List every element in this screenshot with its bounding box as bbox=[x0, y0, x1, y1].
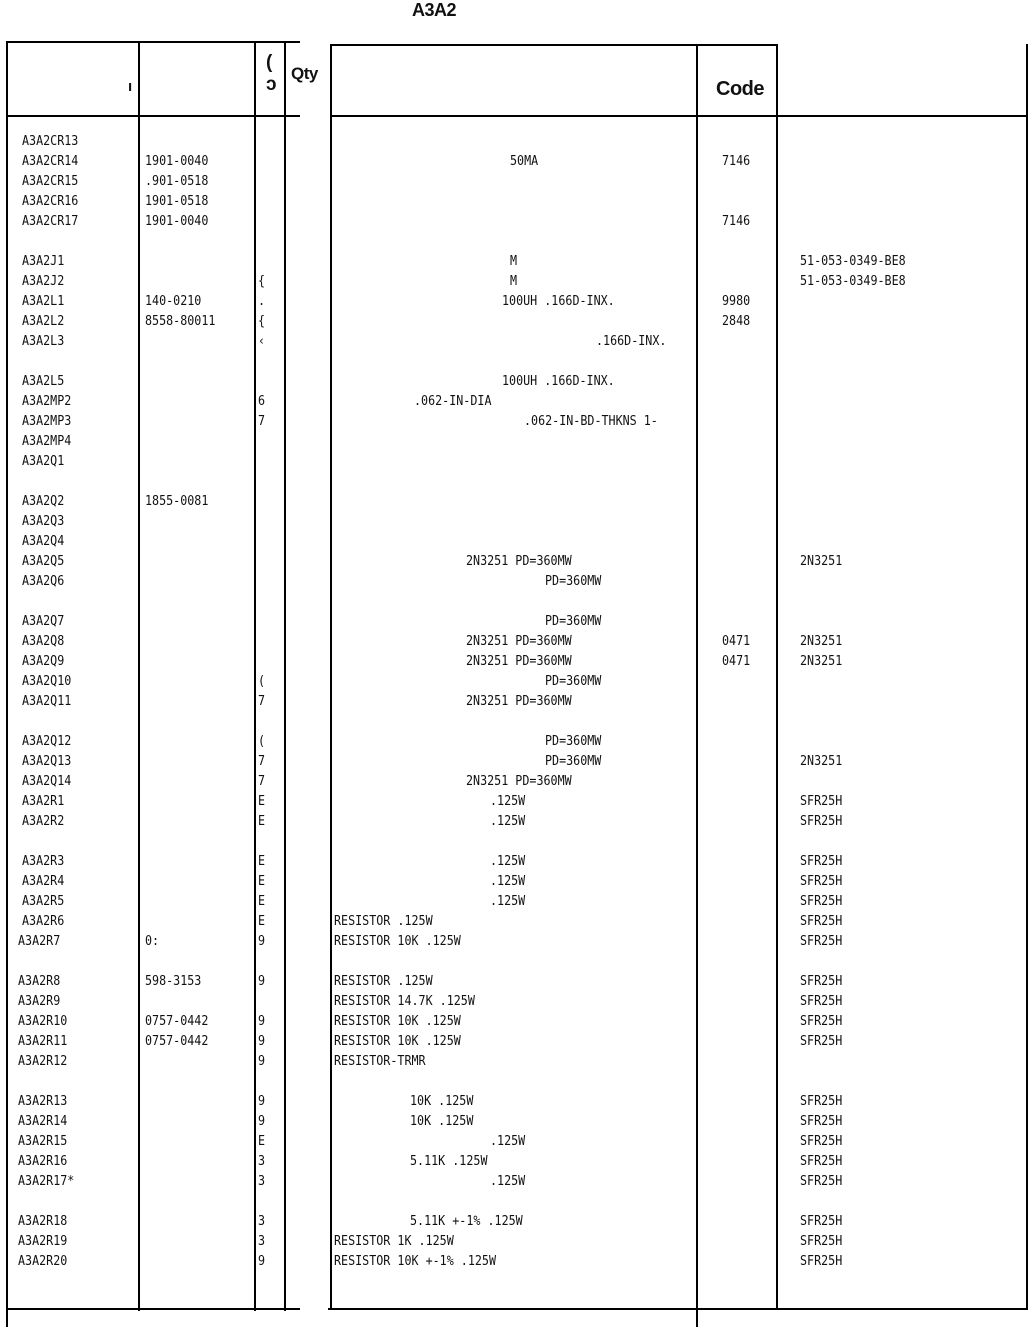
mfr-part-number-cell: SFR25H bbox=[800, 854, 843, 869]
reference-designator-cell: A3A2R9 bbox=[18, 994, 61, 1009]
description-cell: .125W bbox=[490, 874, 526, 889]
check-digit-cell: 7 bbox=[258, 414, 266, 429]
mfr-part-number-cell: SFR25H bbox=[800, 1154, 843, 1169]
check-digit-cell: { bbox=[258, 314, 266, 329]
description-cell: 2N3251 PD=360MW bbox=[466, 634, 572, 649]
reference-designator-cell: A3A2Q14 bbox=[22, 774, 72, 789]
mfr-part-number-cell: SFR25H bbox=[800, 1094, 843, 1109]
description-cell: RESISTOR 10K .125W bbox=[334, 1034, 461, 1049]
description-cell: RESISTOR 10K +-1% .125W bbox=[334, 1254, 497, 1269]
reference-designator-cell: A3A2R2 bbox=[22, 814, 65, 829]
reference-designator-cell: A3A2Q3 bbox=[22, 514, 65, 529]
reference-designator-cell: A3A2R11 bbox=[18, 1034, 68, 1049]
check-digit-cell: 3 bbox=[258, 1234, 266, 1249]
column-rule-3 bbox=[254, 41, 256, 1311]
mfr-code-cell: 7146 bbox=[722, 154, 751, 169]
description-cell: RESISTOR 10K .125W bbox=[334, 1014, 461, 1029]
description-cell: .125W bbox=[490, 814, 526, 829]
part-number-cell: .901-0518 bbox=[145, 174, 209, 189]
check-digit-cell: { bbox=[258, 274, 266, 289]
reference-designator-cell: A3A2CR16 bbox=[22, 194, 79, 209]
check-digit-cell: E bbox=[258, 894, 266, 909]
part-number-cell: 0757-0442 bbox=[145, 1034, 209, 1049]
description-cell: .062-IN-DIA bbox=[414, 394, 492, 409]
reference-designator-cell: A3A2R10 bbox=[18, 1014, 68, 1029]
reference-designator-cell: A3A2Q12 bbox=[22, 734, 72, 749]
header-fragment-c: ( bbox=[266, 52, 272, 73]
mfr-part-number-cell: SFR25H bbox=[800, 914, 843, 929]
reference-designator-cell: A3A2Q10 bbox=[22, 674, 72, 689]
reference-designator-cell: A3A2CR14 bbox=[22, 154, 79, 169]
reference-designator-cell: A3A2MP3 bbox=[22, 414, 72, 429]
check-digit-cell: 3 bbox=[258, 1214, 266, 1229]
check-digit-cell: 9 bbox=[258, 974, 266, 989]
part-number-cell: 1901-0518 bbox=[145, 194, 209, 209]
mfr-part-number-cell: SFR25H bbox=[800, 994, 843, 1009]
description-cell: .125W bbox=[490, 794, 526, 809]
check-digit-cell: 9 bbox=[258, 1114, 266, 1129]
description-cell: 2N3251 PD=360MW bbox=[466, 774, 572, 789]
check-digit-cell: 9 bbox=[258, 1254, 266, 1269]
reference-designator-cell: A3A2R5 bbox=[22, 894, 65, 909]
check-digit-cell: 9 bbox=[258, 1034, 266, 1049]
description-cell: .062-IN-BD-THKNS 1- bbox=[524, 414, 658, 429]
description-cell: RESISTOR-TRMR bbox=[334, 1054, 426, 1069]
reference-designator-cell: A3A2R14 bbox=[18, 1114, 68, 1129]
reference-designator-cell: A3A2R7 bbox=[18, 934, 61, 949]
check-digit-cell: E bbox=[258, 794, 266, 809]
page-title: A3A2 bbox=[412, 0, 457, 20]
header-rule-right bbox=[332, 115, 1028, 117]
reference-designator-cell: A3A2Q2 bbox=[22, 494, 65, 509]
reference-designator-cell: A3A2L3 bbox=[22, 334, 65, 349]
description-cell: PD=360MW bbox=[545, 754, 602, 769]
check-digit-cell: 6 bbox=[258, 394, 266, 409]
mfr-part-number-cell: 51-053-0349-BE8 bbox=[800, 274, 906, 289]
check-digit-cell: . bbox=[258, 294, 266, 309]
mfr-part-number-cell: 2N3251 bbox=[800, 654, 843, 669]
reference-designator-cell: A3A2Q5 bbox=[22, 554, 65, 569]
description-cell: .125W bbox=[490, 1174, 526, 1189]
reference-designator-cell: A3A2L5 bbox=[22, 374, 65, 389]
description-cell: M bbox=[510, 274, 518, 289]
description-cell: RESISTOR 10K .125W bbox=[334, 934, 461, 949]
mfr-part-number-cell: SFR25H bbox=[800, 794, 843, 809]
header-fragment-i: ı bbox=[128, 78, 132, 95]
part-number-cell: 8558-80011 bbox=[145, 314, 216, 329]
reference-designator-cell: A3A2J2 bbox=[22, 274, 65, 289]
mfr-part-number-cell: SFR25H bbox=[800, 874, 843, 889]
description-cell: 2N3251 PD=360MW bbox=[466, 694, 572, 709]
description-cell: 100UH .166D-INX. bbox=[502, 374, 615, 389]
check-digit-cell: 9 bbox=[258, 1094, 266, 1109]
check-digit-cell: 3 bbox=[258, 1154, 266, 1169]
check-digit-cell: E bbox=[258, 914, 266, 929]
description-cell: PD=360MW bbox=[545, 734, 602, 749]
mfr-part-number-cell: SFR25H bbox=[800, 1034, 843, 1049]
part-number-cell: 1855-0081 bbox=[145, 494, 209, 509]
column-rule-8 bbox=[1026, 44, 1028, 1310]
reference-designator-cell: A3A2CR13 bbox=[22, 134, 79, 149]
description-cell: 50MA bbox=[510, 154, 539, 169]
header-fragment-d: ɔ bbox=[266, 74, 277, 95]
part-number-cell: 1901-0040 bbox=[145, 154, 209, 169]
check-digit-cell: 9 bbox=[258, 934, 266, 949]
check-digit-cell: 7 bbox=[258, 774, 266, 789]
check-digit-cell: 3 bbox=[258, 1174, 266, 1189]
bottom-rule-right bbox=[328, 1308, 1028, 1310]
description-cell: .125W bbox=[490, 1134, 526, 1149]
reference-designator-cell: A3A2Q8 bbox=[22, 634, 65, 649]
reference-designator-cell: A3A2MP2 bbox=[22, 394, 72, 409]
reference-designator-cell: A3A2R4 bbox=[22, 874, 65, 889]
reference-designator-cell: A3A2Q1 bbox=[22, 454, 65, 469]
reference-designator-cell: A3A2MP4 bbox=[22, 434, 72, 449]
mfr-part-number-cell: SFR25H bbox=[800, 934, 843, 949]
code-column-header: Code bbox=[716, 78, 764, 100]
reference-designator-cell: A3A2R18 bbox=[18, 1214, 68, 1229]
reference-designator-cell: A3A2L1 bbox=[22, 294, 65, 309]
mfr-code-cell: 2848 bbox=[722, 314, 751, 329]
part-number-cell: 1901-0040 bbox=[145, 214, 209, 229]
column-rule-5 bbox=[330, 44, 332, 1310]
reference-designator-cell: A3A2R3 bbox=[22, 854, 65, 869]
mfr-code-cell: 0471 bbox=[722, 654, 751, 669]
reference-designator-cell: A3A2Q4 bbox=[22, 534, 65, 549]
mfr-part-number-cell: SFR25H bbox=[800, 1234, 843, 1249]
check-digit-cell: E bbox=[258, 1134, 266, 1149]
check-digit-cell: E bbox=[258, 874, 266, 889]
mfr-part-number-cell: 2N3251 bbox=[800, 634, 843, 649]
reference-designator-cell: A3A2Q7 bbox=[22, 614, 65, 629]
description-cell: PD=360MW bbox=[545, 574, 602, 589]
description-cell: RESISTOR 14.7K .125W bbox=[334, 994, 475, 1009]
description-cell: M bbox=[510, 254, 518, 269]
reference-designator-cell: A3A2CR17 bbox=[22, 214, 79, 229]
description-cell: 10K .125W bbox=[410, 1094, 474, 1109]
description-cell: 10K .125W bbox=[410, 1114, 474, 1129]
check-digit-cell: E bbox=[258, 854, 266, 869]
description-cell: .125W bbox=[490, 894, 526, 909]
mfr-part-number-cell: 2N3251 bbox=[800, 754, 843, 769]
reference-designator-cell: A3A2R12 bbox=[18, 1054, 68, 1069]
check-digit-cell: ‹ bbox=[258, 334, 266, 349]
reference-designator-cell: A3A2R1 bbox=[22, 794, 65, 809]
table-top-rule-right bbox=[332, 44, 778, 46]
column-rule-7 bbox=[776, 44, 778, 1310]
reference-designator-cell: A3A2J1 bbox=[22, 254, 65, 269]
check-digit-cell: ( bbox=[258, 734, 266, 749]
description-cell: 2N3251 PD=360MW bbox=[466, 554, 572, 569]
description-cell: 5.11K +-1% .125W bbox=[410, 1214, 523, 1229]
description-cell: RESISTOR 1K .125W bbox=[334, 1234, 454, 1249]
column-rule-6 bbox=[696, 44, 698, 1327]
column-rule-1 bbox=[6, 41, 8, 1327]
qty-column-header: Qty bbox=[291, 64, 318, 83]
reference-designator-cell: A3A2R8 bbox=[18, 974, 61, 989]
reference-designator-cell: A3A2R13 bbox=[18, 1094, 68, 1109]
description-cell: 5.11K .125W bbox=[410, 1154, 488, 1169]
mfr-code-cell: 7146 bbox=[722, 214, 751, 229]
description-cell: PD=360MW bbox=[545, 674, 602, 689]
part-number-cell: 0757-0442 bbox=[145, 1014, 209, 1029]
description-cell: PD=360MW bbox=[545, 614, 602, 629]
reference-designator-cell: A3A2CR15 bbox=[22, 174, 79, 189]
reference-designator-cell: A3A2R17* bbox=[18, 1174, 75, 1189]
mfr-part-number-cell: 2N3251 bbox=[800, 554, 843, 569]
mfr-code-cell: 9980 bbox=[722, 294, 751, 309]
reference-designator-cell: A3A2Q13 bbox=[22, 754, 72, 769]
check-digit-cell: 9 bbox=[258, 1054, 266, 1069]
mfr-part-number-cell: SFR25H bbox=[800, 1174, 843, 1189]
description-cell: .166D-INX. bbox=[596, 334, 667, 349]
reference-designator-cell: A3A2Q11 bbox=[22, 694, 72, 709]
description-cell: .125W bbox=[490, 854, 526, 869]
mfr-part-number-cell: SFR25H bbox=[800, 1214, 843, 1229]
part-number-cell: 140-0210 bbox=[145, 294, 202, 309]
mfr-part-number-cell: SFR25H bbox=[800, 814, 843, 829]
check-digit-cell: ( bbox=[258, 674, 266, 689]
mfr-part-number-cell: SFR25H bbox=[800, 894, 843, 909]
mfr-code-cell: 0471 bbox=[722, 634, 751, 649]
check-digit-cell: 9 bbox=[258, 1014, 266, 1029]
part-number-cell: 0: bbox=[145, 934, 160, 949]
reference-designator-cell: A3A2R20 bbox=[18, 1254, 68, 1269]
reference-designator-cell: A3A2R15 bbox=[18, 1134, 68, 1149]
mfr-part-number-cell: 51-053-0349-BE8 bbox=[800, 254, 906, 269]
reference-designator-cell: A3A2L2 bbox=[22, 314, 65, 329]
mfr-part-number-cell: SFR25H bbox=[800, 1254, 843, 1269]
mfr-part-number-cell: SFR25H bbox=[800, 1114, 843, 1129]
reference-designator-cell: A3A2Q9 bbox=[22, 654, 65, 669]
check-digit-cell: E bbox=[258, 814, 266, 829]
reference-designator-cell: A3A2R6 bbox=[22, 914, 65, 929]
check-digit-cell: 7 bbox=[258, 694, 266, 709]
description-cell: RESISTOR .125W bbox=[334, 974, 433, 989]
column-rule-4 bbox=[284, 41, 286, 1311]
check-digit-cell: 7 bbox=[258, 754, 266, 769]
reference-designator-cell: A3A2R19 bbox=[18, 1234, 68, 1249]
description-cell: 100UH .166D-INX. bbox=[502, 294, 615, 309]
column-rule-2 bbox=[138, 41, 140, 1311]
reference-designator-cell: A3A2R16 bbox=[18, 1154, 68, 1169]
mfr-part-number-cell: SFR25H bbox=[800, 1014, 843, 1029]
part-number-cell: 598-3153 bbox=[145, 974, 202, 989]
mfr-part-number-cell: SFR25H bbox=[800, 974, 843, 989]
description-cell: 2N3251 PD=360MW bbox=[466, 654, 572, 669]
description-cell: RESISTOR .125W bbox=[334, 914, 433, 929]
mfr-part-number-cell: SFR25H bbox=[800, 1134, 843, 1149]
reference-designator-cell: A3A2Q6 bbox=[22, 574, 65, 589]
